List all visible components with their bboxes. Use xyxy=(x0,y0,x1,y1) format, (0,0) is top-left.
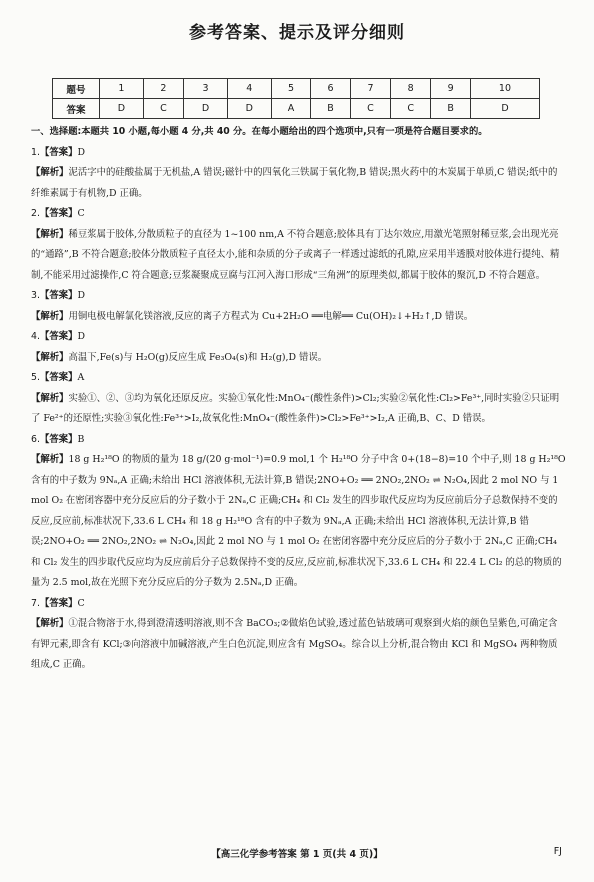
answer-tag: 【答案】 xyxy=(39,597,78,609)
table-cell: 10 xyxy=(470,79,539,99)
analysis-tag: 【解析】 xyxy=(31,392,69,404)
table-cell: D xyxy=(470,99,539,119)
question-5-answer: 5.【答案】A xyxy=(31,372,85,383)
question-5-analysis: 【解析】实验①、②、③均为氧化还原反应。实验①氧化性:MnO₄⁻(酸性条件)>Cl₂;实验②氧化性:Cl₂>Fe³⁺,同时实验②只证明了 Fe²⁺的还原性;实验③氧化性:Fe³⁺>I₂,故氧化性:MnO₄⁻(酸性条件)>Cl₂>Fe³⁺>I₂,A 正确,B、C、D 错误。 xyxy=(31,392,560,424)
table-cell: B xyxy=(311,99,351,119)
analysis-tag: 【解析】 xyxy=(31,618,69,629)
row-label-numbers: 题号 xyxy=(53,79,100,99)
table-cell: B xyxy=(431,99,471,119)
section-heading: 一、选择题:本题共 10 小题,每小题 4 分,共 40 分。在每小题给出的四个选项中,只有一项是符合题目要求的。 xyxy=(31,126,488,137)
table-cell: 8 xyxy=(391,79,431,99)
answer-tag: 【答案】 xyxy=(39,433,78,445)
answer-tag: 【答案】 xyxy=(39,331,78,342)
analysis-tag: 【解析】 xyxy=(31,351,69,363)
question-3-answer: 3.【答案】D xyxy=(31,290,85,301)
table-cell: D xyxy=(184,99,228,119)
question-4-answer: 4.【答案】D xyxy=(31,331,85,342)
table-cell: C xyxy=(391,99,431,119)
answer-tag: 【答案】 xyxy=(39,290,78,301)
answer-value: A xyxy=(77,372,85,383)
table-cell: 5 xyxy=(271,79,310,99)
answer-value: D xyxy=(77,331,85,342)
table-cell: C xyxy=(143,99,183,119)
question-6-analysis: 【解析】18 g H₂¹⁸O 的物质的量为 18 g/(20 g·mol⁻¹)=0.9 mol,1 个 H₂¹⁸O 分子中含 0+(18−8)=10 个中子,则 18 g H₂¹⁸O 含有的中子数为 9Nₐ,A 正确;未给出 HCl 溶液体积,无法计算,B 错误;2NO+O₂ ══ 2NO₂,2NO₂ ⇌ N₂O₄,因此 2 mol NO 与 1 mol O₂ 在密闭容器中充分反应后的分子数小于 2Nₐ,C 正确;CH₄ 和 Cl₂ 发生的四步取代反应均为反应前后分子总数保持不变的反应,反应前,标准状况下,33.6 L CH₄ 和 18 g H₂¹⁸O 含有的中子数为 9Nₐ,A 正确;未给出 HCl 溶液体积,无法计算,B 错误;2NO+O₂ ══ 2NO₂,2NO₂ ⇌ N₂O₄,因此 2 mol NO 与 1 mol O₂ 在密闭容器中充分反应后的分子数小于 2Nₐ,C 正确;CH₄ 和 Cl₂ 发生的四步取代反应均为反应前后分子总数保持不变的反应,反应前,标准状况下,33.6 L CH₄ 和 22.4 L Cl₂ 的总的物质的量为 2.5 mol,故在光照下充分反应后的分子数为 2.5Nₐ,D 正确。 xyxy=(31,454,566,588)
table-cell: C xyxy=(350,99,390,119)
question-1-analysis: 【解析】泥活字中的硅酸盐属于无机盐,A 错误;磁针中的四氧化三铁属于氧化物,B 错误;黑火药中的木炭属于单质,C 错误;纸中的纤维素属于有机物,D 正确。 xyxy=(31,167,558,199)
answer-tag: 【答案】 xyxy=(39,208,78,219)
table-row-answers xyxy=(53,99,540,119)
question-7-analysis: 【解析】①混合物溶于水,得到澄清透明溶液,则不含 BaCO₃;②做焰色试验,透过蓝色钴玻璃可观察到火焰的颜色呈紫色,可确定含有钾元素,即含有 KCl;③向溶液中加碱溶液,产生白色沉淀,则应含有 MgSO₄。综合以上分析,混合物由 KCl 和 MgSO₄ 两种物质组成,C 正确。 xyxy=(31,618,558,670)
table-cell: 1 xyxy=(100,79,144,99)
table-cell: 6 xyxy=(311,79,351,99)
answer-table xyxy=(52,78,540,119)
answer-value: C xyxy=(77,208,85,219)
page-footer: 【高三化学参考答案 第 1 页(共 4 页)】 xyxy=(211,849,383,860)
row-label-answers: 答案 xyxy=(53,99,100,119)
answer-value: B xyxy=(77,433,85,445)
table-cell: 4 xyxy=(227,79,271,99)
analysis-tag: 【解析】 xyxy=(31,310,69,322)
table-cell: D xyxy=(100,99,144,119)
question-3-analysis: 【解析】用铜电极电解氯化镁溶液,反应的离子方程式为 Cu+2H₂O ══电解══ Cu(OH)₂↓+H₂↑,D 错误。 xyxy=(31,310,474,322)
table-cell: 3 xyxy=(184,79,228,99)
question-1-answer: 1.【答案】D xyxy=(31,146,85,158)
question-2-answer: 2.【答案】C xyxy=(31,208,85,219)
analysis-tag: 【解析】 xyxy=(31,228,69,240)
table-cell: 2 xyxy=(143,79,183,99)
question-6-answer: 6.【答案】B xyxy=(31,433,85,445)
table-row-numbers xyxy=(53,79,540,99)
answer-tag: 【答案】 xyxy=(39,146,78,158)
table-cell: D xyxy=(227,99,271,119)
table-cell: 9 xyxy=(431,79,471,99)
answer-value: D xyxy=(77,290,85,301)
table-cell: 7 xyxy=(350,79,390,99)
analysis-tag: 【解析】 xyxy=(31,167,69,178)
analysis-tag: 【解析】 xyxy=(31,454,69,465)
answer-value: D xyxy=(77,146,85,158)
answer-tag: 【答案】 xyxy=(39,372,78,383)
question-7-answer: 7.【答案】C xyxy=(31,597,85,609)
answer-value: C xyxy=(77,597,85,609)
footer-code: FJ xyxy=(553,846,562,857)
answers-body xyxy=(31,122,566,676)
question-2-analysis: 【解析】稀豆浆属于胶体,分散质粒子的直径为 1~100 nm,A 不符合题意;胶体具有丁达尔效应,用激光笔照射稀豆浆,会出现光亮的“通路”,B 不符合题意;胶体分散质粒子直径太小,能和杂质的分子或离子一样透过滤纸的孔隙,应采用半透膜对胶体进行提纯、精制,不能采用过滤操作,C 符合题意;豆浆凝聚成豆腐与江河入海口形成“三角洲”的原理类似,都属于胶体的聚沉,D 不符合题意。 xyxy=(31,228,560,281)
page-title: 参考答案、提示及评分细则 xyxy=(189,23,405,43)
table-cell: A xyxy=(271,99,310,119)
question-4-analysis: 【解析】高温下,Fe(s)与 H₂O(g)反应生成 Fe₃O₄(s)和 H₂(g),D 错误。 xyxy=(31,351,328,363)
